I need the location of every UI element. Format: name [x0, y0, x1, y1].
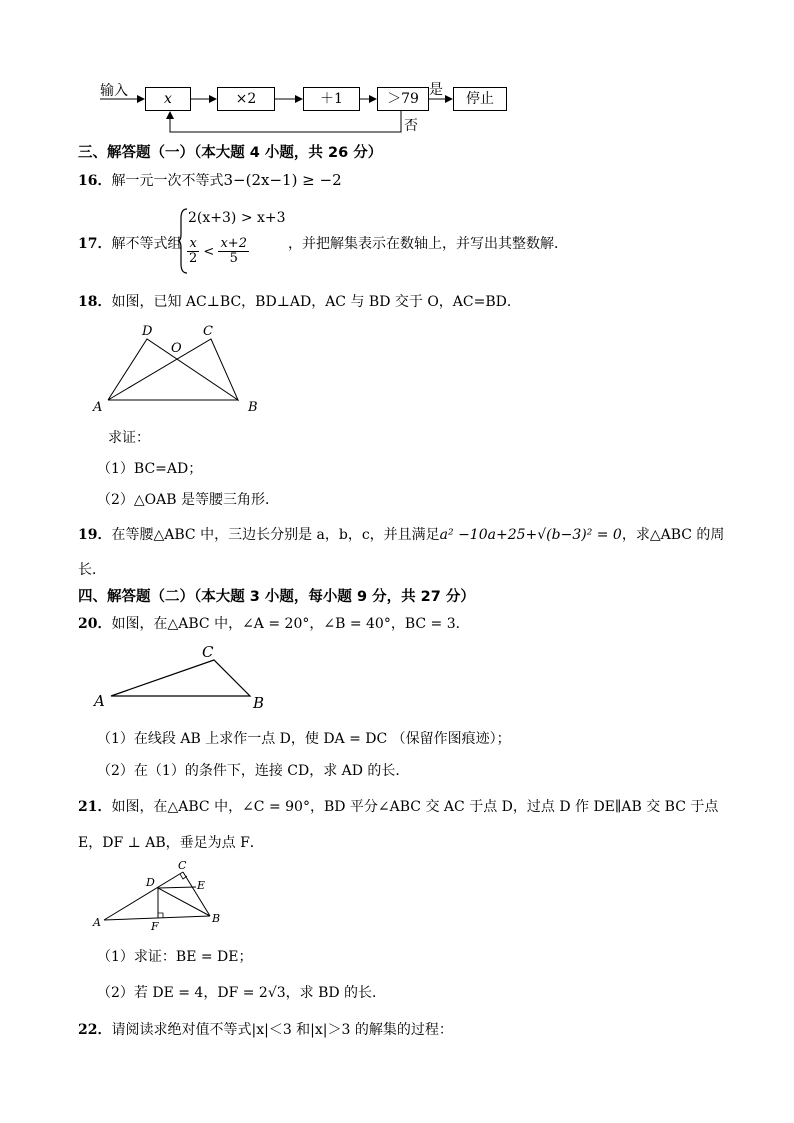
q20-label-B: B — [253, 694, 265, 712]
input-label: 输入 — [100, 83, 128, 99]
q21-label-C: C — [178, 859, 187, 872]
yes-label: 是 — [429, 82, 443, 98]
question-22 — [78, 1019, 453, 1039]
q21-part1: （1）求证：BE = DE； — [97, 949, 253, 965]
q21-text2: E，DF ⊥ AB，垂足为点 F． — [78, 835, 264, 851]
q21-label-F: F — [151, 920, 159, 933]
q20-number: 20． — [78, 616, 112, 632]
q21-label-E: E — [197, 879, 206, 892]
box-times2: ×2 — [217, 87, 275, 111]
q18-label-B: B — [248, 400, 258, 415]
q17-suffix: ，并把解集表示在数轴上，并写出其整数解． — [288, 236, 568, 252]
q21-part2: （2）若 DE = 4，DF = 2√3，求 BD 的长． — [97, 985, 387, 1001]
q16-text: 解一元一次不等式 — [111, 173, 224, 189]
q20-part1: （1）在线段 AB 上求作一点 D，使 DA = DC （保留作图痕迹）； — [97, 731, 511, 747]
q17-line — [78, 233, 181, 253]
q17-inequality-2 — [187, 237, 249, 267]
q18-part2: （2）△OAB 是等腰三角形． — [97, 492, 279, 508]
q20-part2: （2）在（1）的条件下，连接 CD，求 AD 的长． — [97, 763, 410, 779]
q18-figure — [80, 318, 280, 416]
q18-label-O: O — [171, 341, 182, 356]
question-19 — [78, 524, 724, 544]
q21-label-B: B — [212, 912, 221, 925]
q20-text: 如图，在△ABC 中，∠A = 20°，∠B = 40°，BC = 3． — [111, 616, 470, 632]
q17-frac1-den: 2 — [189, 251, 198, 267]
q16-number: 16． — [78, 173, 112, 189]
q18-prove: 求证： — [108, 430, 150, 446]
q17-lt: < — [203, 244, 215, 260]
q19-text2: ，求△ABC 的周 — [621, 527, 725, 543]
q21-label-A: A — [93, 916, 101, 929]
question-16 — [78, 170, 342, 190]
q19-text1: 在等腰△ABC 中，三边长分别是 a，b，c，并且满足 — [111, 527, 440, 543]
section-4-title: 四、解答题（二）（本大题 3 小题，每小题 9 分，共 27 分） — [78, 589, 475, 605]
box-x: x — [145, 87, 191, 111]
q21-figure — [88, 858, 238, 934]
box-gt79: ＞79 — [377, 87, 429, 111]
question-18 — [78, 291, 521, 311]
box-stop: 停止 — [453, 87, 507, 111]
q22-text: 请阅读求绝对值不等式|x|＜3 和|x|＞3 的解集的过程： — [111, 1022, 453, 1038]
q17-frac2-num: x+2 — [220, 236, 247, 251]
arrow-no-loop — [170, 110, 401, 132]
q20-label-A: A — [94, 692, 105, 710]
q17-prefix: 解不等式组 — [111, 236, 182, 252]
q21-number: 21． — [78, 799, 112, 815]
q18-text: 如图，已知 AC⊥BC，BD⊥AD，AC 与 BD 交于 O，AC=BD． — [111, 294, 521, 310]
q21-text1: 如图，在△ABC 中，∠C = 90°，BD 平分∠ABC 交 AC 于点 D，过点 D 作 DE∥AB 交 BC 于点 — [111, 799, 719, 815]
q17-frac1-num: x — [189, 236, 197, 251]
q17-number: 17． — [78, 236, 112, 252]
question-21 — [78, 796, 718, 816]
q18-label-D: D — [142, 324, 153, 339]
box-plus1: ＋1 — [303, 87, 360, 111]
q18-part1: （1）BC=AD； — [97, 461, 203, 477]
q17-inequality-1: 2(x+3) > x+3 — [188, 210, 286, 226]
q19-formula: a² −10a+25+√(b−3)² = 0 — [439, 527, 622, 543]
q18-number: 18． — [78, 294, 112, 310]
q20-figure — [90, 640, 290, 714]
flowchart-connectors — [0, 0, 794, 140]
q21-label-D: D — [146, 876, 155, 889]
section-3-title: 三、解答题（一）（本大题 4 小题，共 26 分） — [78, 145, 383, 161]
question-20 — [78, 613, 470, 633]
q18-label-A: A — [93, 400, 103, 415]
q19-number: 19． — [78, 527, 112, 543]
q18-label-C: C — [203, 324, 213, 339]
q17-frac2-den: 5 — [218, 251, 249, 266]
q16-formula: 3−(2x−1) ≥ −2 — [223, 171, 342, 189]
q22-number: 22． — [78, 1022, 112, 1038]
q20-label-C: C — [202, 643, 214, 661]
q19-text3: 长． — [78, 562, 106, 578]
no-label: 否 — [404, 118, 418, 134]
